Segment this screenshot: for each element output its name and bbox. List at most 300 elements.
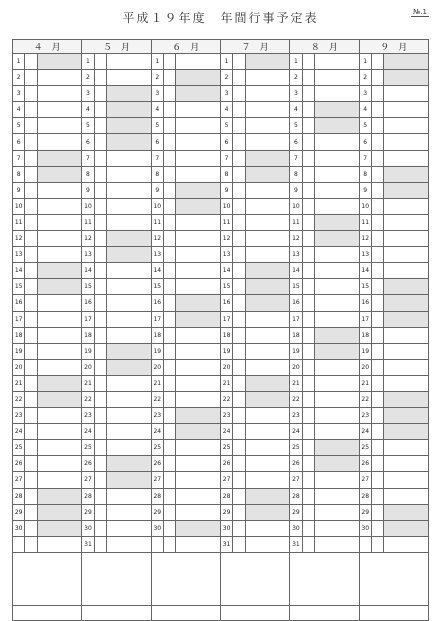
day-number: 30 (290, 520, 302, 536)
weekday-cell (25, 311, 37, 327)
weekday-cell (25, 456, 37, 472)
event-cell-may-13 (106, 247, 151, 263)
weekday-cell (94, 520, 106, 536)
weekday-cell (94, 359, 106, 375)
day-row-17 (13, 311, 429, 327)
day-number: 25 (151, 440, 163, 456)
event-cell-sep-28 (384, 488, 429, 504)
weekday-cell (25, 263, 37, 279)
event-cell-jun-20 (176, 359, 221, 375)
day-number: 20 (82, 359, 94, 375)
day-number: 19 (82, 343, 94, 359)
weekday-cell (233, 214, 245, 230)
event-cell-sep-6 (384, 134, 429, 150)
day-number: 17 (13, 311, 25, 327)
weekday-cell (302, 231, 314, 247)
day-number: 6 (359, 134, 371, 150)
event-cell-aug-29 (314, 504, 359, 520)
day-number: 8 (151, 166, 163, 182)
weekday-cell (163, 102, 175, 118)
annual-schedule-table (12, 39, 429, 621)
event-cell-aug-22 (314, 391, 359, 407)
day-number: 15 (151, 279, 163, 295)
weekday-cell (233, 375, 245, 391)
event-cell-jun-27 (176, 472, 221, 488)
notes-cell-aug (290, 552, 359, 605)
day-number: 4 (151, 102, 163, 118)
weekday-cell (94, 70, 106, 86)
day-number: 4 (220, 102, 232, 118)
day-row-29 (13, 504, 429, 520)
event-cell-jun-21 (176, 375, 221, 391)
weekday-cell (233, 54, 245, 70)
weekday-cell (94, 327, 106, 343)
day-number: 24 (359, 424, 371, 440)
event-cell-aug-6 (314, 134, 359, 150)
day-number: 4 (290, 102, 302, 118)
day-number: 22 (151, 391, 163, 407)
weekday-cell (371, 343, 383, 359)
day-number: 9 (13, 182, 25, 198)
event-cell-aug-16 (314, 295, 359, 311)
day-number: 18 (151, 327, 163, 343)
event-cell-jun-7 (176, 150, 221, 166)
day-number: 16 (359, 295, 371, 311)
weekday-cell (25, 198, 37, 214)
event-cell-jul-26 (245, 456, 290, 472)
event-cell-aug-27 (314, 472, 359, 488)
event-cell-apr-27 (37, 472, 82, 488)
day-number: 7 (290, 150, 302, 166)
weekday-cell (302, 279, 314, 295)
weekday-cell (371, 295, 383, 311)
weekday-cell (371, 504, 383, 520)
day-number: 24 (13, 424, 25, 440)
day-number: 29 (220, 504, 232, 520)
event-cell-apr-20 (37, 359, 82, 375)
event-cell-jun-29 (176, 504, 221, 520)
day-number: 13 (82, 247, 94, 263)
weekday-cell (302, 166, 314, 182)
event-cell-aug-24 (314, 424, 359, 440)
weekday-cell (233, 391, 245, 407)
day-number: 13 (359, 247, 371, 263)
event-cell-jun-30 (176, 520, 221, 536)
event-cell-jun-12 (176, 231, 221, 247)
event-cell-apr-28 (37, 488, 82, 504)
weekday-cell (371, 311, 383, 327)
day-number: 21 (359, 375, 371, 391)
event-cell-may-17 (106, 311, 151, 327)
day-number: 22 (290, 391, 302, 407)
day-number: 20 (290, 359, 302, 375)
event-cell-apr-3 (37, 86, 82, 102)
day-number: 25 (82, 440, 94, 456)
weekday-cell (371, 247, 383, 263)
day-number: 7 (359, 150, 371, 166)
weekday-cell (94, 424, 106, 440)
weekday-cell (94, 247, 106, 263)
day-number: 11 (359, 214, 371, 230)
day-number: 26 (359, 456, 371, 472)
weekday-cell (25, 536, 37, 552)
event-cell-sep-11 (384, 214, 429, 230)
notes-cell-sep (359, 552, 428, 605)
day-number: 22 (220, 391, 232, 407)
day-number: 11 (82, 214, 94, 230)
day-number: 6 (82, 134, 94, 150)
event-cell-jun-11 (176, 214, 221, 230)
weekday-cell (233, 231, 245, 247)
weekday-cell (94, 214, 106, 230)
weekday-cell (25, 247, 37, 263)
weekday-cell (25, 150, 37, 166)
event-cell-jun-9 (176, 182, 221, 198)
event-cell-may-8 (106, 166, 151, 182)
event-cell-jul-14 (245, 263, 290, 279)
event-cell-jun-1 (176, 54, 221, 70)
weekday-cell (163, 456, 175, 472)
weekday-cell (233, 166, 245, 182)
day-number: 26 (220, 456, 232, 472)
weekday-cell (94, 279, 106, 295)
weekday-cell (163, 214, 175, 230)
weekday-cell (233, 198, 245, 214)
weekday-cell (163, 472, 175, 488)
day-number: 1 (359, 54, 371, 70)
weekday-cell (371, 391, 383, 407)
day-row-25 (13, 440, 429, 456)
day-number: 2 (151, 70, 163, 86)
event-cell-sep-14 (384, 263, 429, 279)
day-number: 7 (220, 150, 232, 166)
day-number: 9 (359, 182, 371, 198)
day-row-5 (13, 118, 429, 134)
month-header-aug: ８ 月 (290, 40, 359, 54)
weekday-cell (302, 198, 314, 214)
weekday-cell (302, 118, 314, 134)
day-row-20 (13, 359, 429, 375)
event-cell-jul-6 (245, 134, 290, 150)
event-cell-aug-8 (314, 166, 359, 182)
event-cell-jun-6 (176, 134, 221, 150)
day-number: 14 (151, 263, 163, 279)
day-number: 8 (359, 166, 371, 182)
day-number: 17 (82, 311, 94, 327)
event-cell-may-27 (106, 472, 151, 488)
day-number: 17 (359, 311, 371, 327)
day-number: 23 (290, 408, 302, 424)
event-cell-apr-15 (37, 279, 82, 295)
event-cell-sep-25 (384, 440, 429, 456)
day-number: 4 (82, 102, 94, 118)
weekday-cell (302, 214, 314, 230)
weekday-cell (302, 472, 314, 488)
page-title: 平成１９年度 年間行事予定表 (122, 11, 319, 25)
event-cell-may-24 (106, 424, 151, 440)
day-number: 5 (220, 118, 232, 134)
event-cell-jul-21 (245, 375, 290, 391)
weekday-cell (302, 247, 314, 263)
day-number: 22 (359, 391, 371, 407)
weekday-cell (302, 134, 314, 150)
weekday-cell (94, 134, 106, 150)
day-number: 10 (13, 198, 25, 214)
day-number: 14 (359, 263, 371, 279)
event-cell-apr-16 (37, 295, 82, 311)
day-number: 16 (220, 295, 232, 311)
event-cell-aug-26 (314, 456, 359, 472)
summary-cell-jun (151, 605, 220, 620)
weekday-cell (233, 408, 245, 424)
day-number: 9 (151, 182, 163, 198)
day-number: 20 (151, 359, 163, 375)
event-cell-aug-23 (314, 408, 359, 424)
event-cell-jul-28 (245, 488, 290, 504)
event-cell-jun-2 (176, 70, 221, 86)
weekday-cell (302, 86, 314, 102)
weekday-cell (371, 327, 383, 343)
weekday-cell (371, 231, 383, 247)
weekday-cell (371, 440, 383, 456)
weekday-cell (163, 343, 175, 359)
weekday-cell (163, 231, 175, 247)
weekday-cell (302, 295, 314, 311)
event-cell-apr-24 (37, 424, 82, 440)
weekday-cell (163, 311, 175, 327)
weekday-cell (163, 263, 175, 279)
weekday-cell (94, 231, 106, 247)
event-cell-sep-5 (384, 118, 429, 134)
event-cell-sep-9 (384, 182, 429, 198)
weekday-cell (163, 247, 175, 263)
weekday-cell (25, 375, 37, 391)
notes-cell-apr (13, 552, 82, 605)
event-cell-jun-25 (176, 440, 221, 456)
weekday-cell (233, 247, 245, 263)
weekday-cell (25, 359, 37, 375)
day-number: 1 (82, 54, 94, 70)
event-cell-jul-24 (245, 424, 290, 440)
day-number: 6 (151, 134, 163, 150)
event-cell-may-5 (106, 118, 151, 134)
weekday-cell (302, 391, 314, 407)
day-number: 10 (151, 198, 163, 214)
day-number: 1 (13, 54, 25, 70)
event-cell-may-29 (106, 504, 151, 520)
day-number: 25 (13, 440, 25, 456)
day-number: 24 (220, 424, 232, 440)
day-number: 15 (359, 279, 371, 295)
weekday-cell (163, 70, 175, 86)
weekday-cell (302, 504, 314, 520)
day-number: 27 (13, 472, 25, 488)
day-number: 12 (151, 231, 163, 247)
day-number: 16 (290, 295, 302, 311)
event-cell-apr-10 (37, 198, 82, 214)
day-number: 25 (359, 440, 371, 456)
weekday-cell (371, 54, 383, 70)
event-cell-apr-17 (37, 311, 82, 327)
weekday-cell (94, 263, 106, 279)
event-cell-jul-5 (245, 118, 290, 134)
weekday-cell (94, 54, 106, 70)
weekday-cell (163, 54, 175, 70)
weekday-cell (233, 134, 245, 150)
event-cell-apr-4 (37, 102, 82, 118)
day-number: 16 (82, 295, 94, 311)
weekday-cell (233, 311, 245, 327)
day-number: 28 (13, 488, 25, 504)
event-cell-jul-15 (245, 279, 290, 295)
day-row-6 (13, 134, 429, 150)
weekday-cell (163, 391, 175, 407)
day-number: 26 (82, 456, 94, 472)
weekday-cell (163, 134, 175, 150)
event-cell-apr-21 (37, 375, 82, 391)
day-number: 8 (220, 166, 232, 182)
event-cell-aug-2 (314, 70, 359, 86)
day-number: 2 (220, 70, 232, 86)
day-row-9 (13, 182, 429, 198)
weekday-cell (25, 86, 37, 102)
event-cell-jun-8 (176, 166, 221, 182)
event-cell-sep-17 (384, 311, 429, 327)
event-cell-apr-31 (37, 536, 82, 552)
weekday-cell (94, 472, 106, 488)
event-cell-jul-17 (245, 311, 290, 327)
day-number: 21 (82, 375, 94, 391)
weekday-cell (233, 359, 245, 375)
event-cell-jun-14 (176, 263, 221, 279)
day-number: 2 (82, 70, 94, 86)
weekday-cell (302, 54, 314, 70)
weekday-cell (163, 327, 175, 343)
day-number: 11 (290, 214, 302, 230)
weekday-cell (25, 488, 37, 504)
day-number: 3 (220, 86, 232, 102)
day-number: 16 (151, 295, 163, 311)
day-number: 7 (151, 150, 163, 166)
weekday-cell (94, 343, 106, 359)
day-number: 19 (290, 343, 302, 359)
event-cell-aug-17 (314, 311, 359, 327)
event-cell-aug-20 (314, 359, 359, 375)
weekday-cell (371, 118, 383, 134)
day-number: 19 (13, 343, 25, 359)
event-cell-apr-22 (37, 391, 82, 407)
month-header-apr: ４ 月 (13, 40, 82, 54)
day-number: 29 (13, 504, 25, 520)
weekday-cell (94, 166, 106, 182)
day-number: 11 (13, 214, 25, 230)
weekday-cell (302, 536, 314, 552)
day-number: 27 (220, 472, 232, 488)
weekday-cell (302, 488, 314, 504)
day-number: 15 (82, 279, 94, 295)
event-cell-aug-19 (314, 343, 359, 359)
event-cell-jun-5 (176, 118, 221, 134)
weekday-cell (163, 86, 175, 102)
event-cell-sep-18 (384, 327, 429, 343)
event-cell-may-6 (106, 134, 151, 150)
event-cell-may-30 (106, 520, 151, 536)
weekday-cell (233, 472, 245, 488)
day-row-19 (13, 343, 429, 359)
event-cell-jun-23 (176, 408, 221, 424)
event-cell-sep-4 (384, 102, 429, 118)
day-number: 28 (220, 488, 232, 504)
notes-cell-may (82, 552, 151, 605)
summary-cell-jul (220, 605, 289, 620)
notes-cell-jun (151, 552, 220, 605)
summary-cell-apr (13, 605, 82, 620)
event-cell-jul-12 (245, 231, 290, 247)
event-cell-jul-23 (245, 408, 290, 424)
weekday-cell (302, 182, 314, 198)
day-number: 20 (359, 359, 371, 375)
weekday-cell (25, 279, 37, 295)
event-cell-jul-30 (245, 520, 290, 536)
event-cell-may-25 (106, 440, 151, 456)
event-cell-jul-11 (245, 214, 290, 230)
event-cell-may-9 (106, 182, 151, 198)
weekday-cell (163, 166, 175, 182)
day-number: 20 (13, 359, 25, 375)
weekday-cell (233, 182, 245, 198)
weekday-cell (94, 536, 106, 552)
day-number: 17 (151, 311, 163, 327)
day-number: 20 (220, 359, 232, 375)
day-number: 30 (82, 520, 94, 536)
event-cell-sep-15 (384, 279, 429, 295)
event-cell-may-4 (106, 102, 151, 118)
day-number: 11 (220, 214, 232, 230)
event-cell-apr-25 (37, 440, 82, 456)
event-cell-jul-1 (245, 54, 290, 70)
weekday-cell (25, 343, 37, 359)
event-cell-jul-4 (245, 102, 290, 118)
day-number: 24 (82, 424, 94, 440)
event-cell-jul-10 (245, 198, 290, 214)
weekday-cell (25, 391, 37, 407)
day-number: 12 (82, 231, 94, 247)
event-cell-sep-19 (384, 343, 429, 359)
day-row-2 (13, 70, 429, 86)
event-cell-sep-8 (384, 166, 429, 182)
weekday-cell (233, 295, 245, 311)
day-number: 3 (290, 86, 302, 102)
weekday-cell (302, 408, 314, 424)
day-row-18 (13, 327, 429, 343)
day-number: 8 (13, 166, 25, 182)
day-number: 30 (151, 520, 163, 536)
weekday-cell (302, 263, 314, 279)
weekday-cell (371, 472, 383, 488)
day-row-30 (13, 520, 429, 536)
day-number: 5 (359, 118, 371, 134)
day-row-8 (13, 166, 429, 182)
weekday-cell (163, 279, 175, 295)
event-cell-may-1 (106, 54, 151, 70)
event-cell-sep-12 (384, 231, 429, 247)
event-cell-apr-1 (37, 54, 82, 70)
event-cell-jun-15 (176, 279, 221, 295)
day-number: 14 (82, 263, 94, 279)
weekday-cell (371, 86, 383, 102)
event-cell-jul-20 (245, 359, 290, 375)
event-cell-aug-9 (314, 182, 359, 198)
